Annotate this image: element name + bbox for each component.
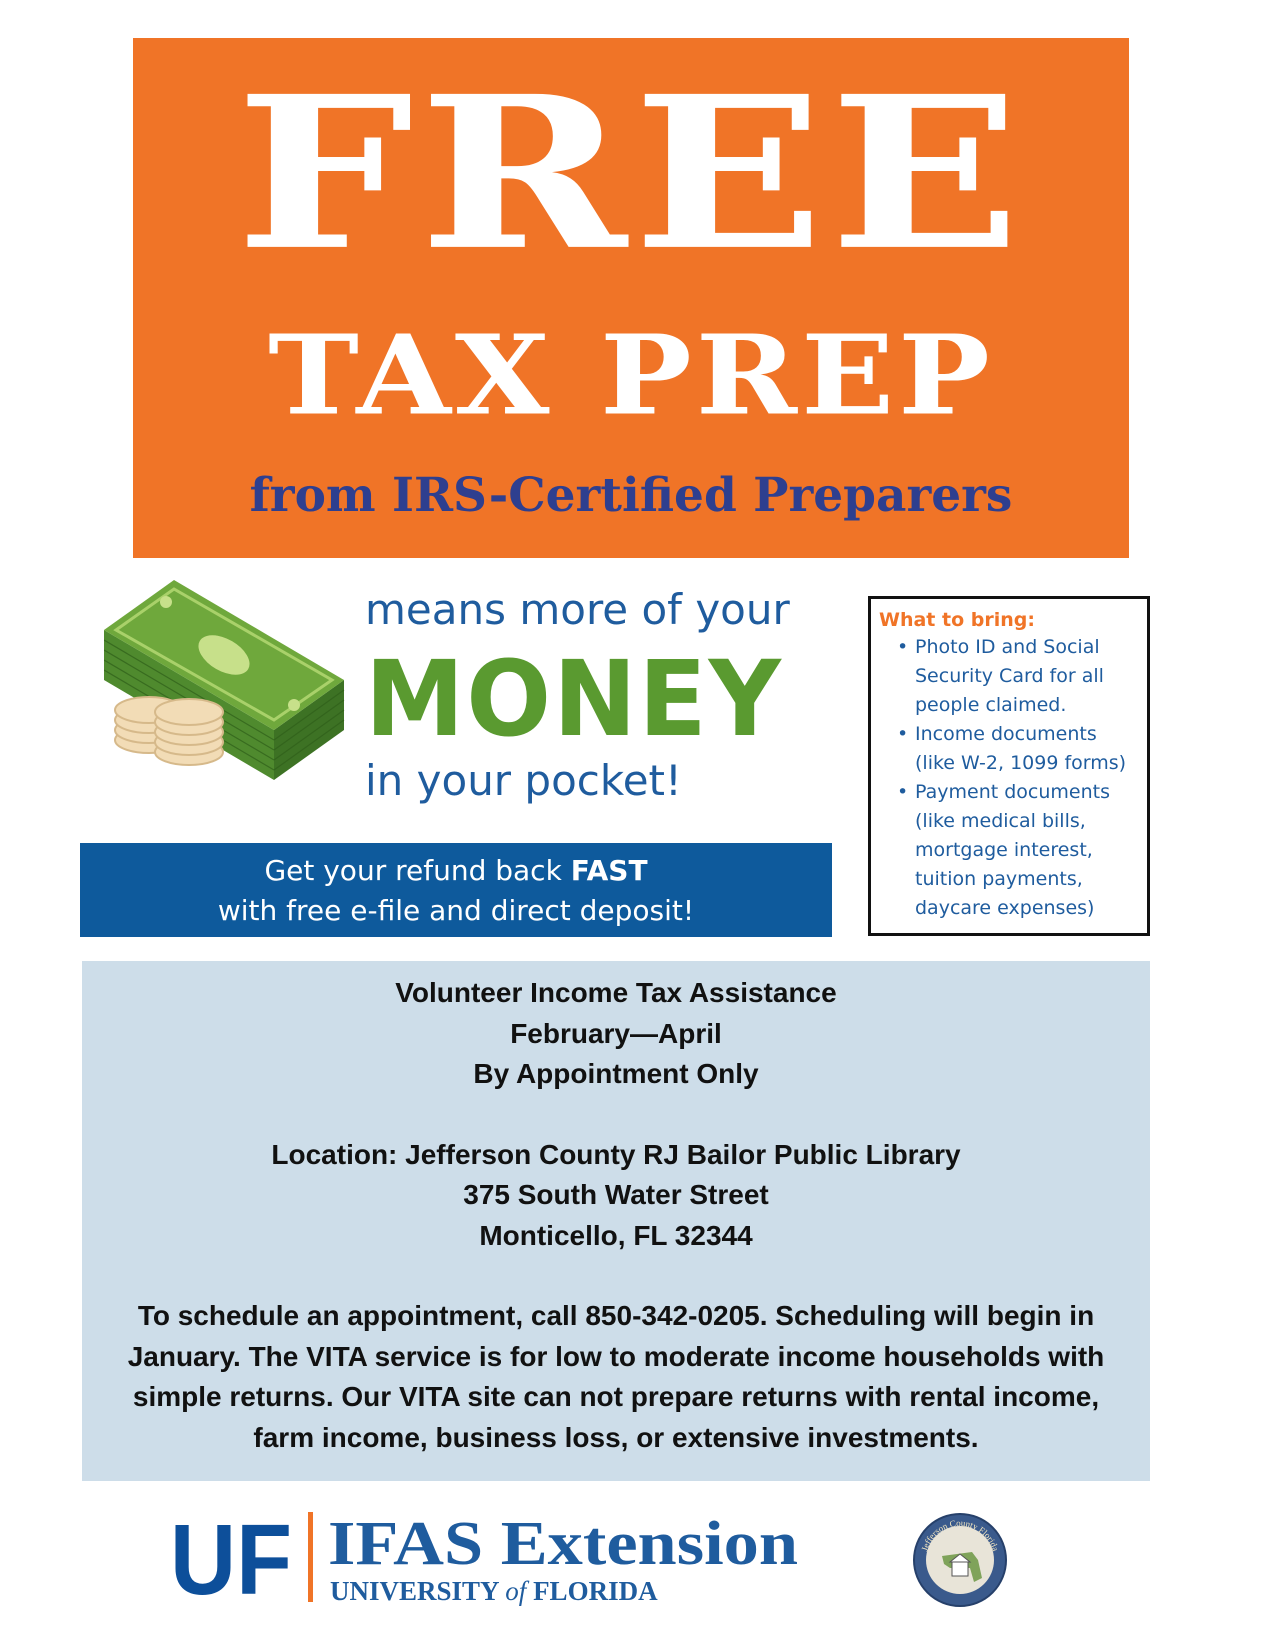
money-heading: MONEY — [365, 638, 783, 760]
list-item-text: Payment documents (like medical bills, mortgage interest, tuition payments, daycare expenses) — [915, 781, 1110, 919]
what-to-bring-list — [871, 633, 1127, 923]
bullet-icon: • — [897, 723, 909, 745]
money-stack-icon — [104, 580, 364, 810]
fast-text: FAST — [570, 854, 648, 887]
list-item — [897, 778, 1117, 923]
schedule-paragraph: To schedule an appointment, call 850-342-0205. Scheduling will begin in January. The VITA service is for low to moderate income households with simple returns. Our VITA site can not prepare returns with rental income, farm income, business loss, or extensive investments. — [127, 1300, 1105, 1453]
refund-line-1 — [80, 851, 832, 891]
location-street: 375 South Water Street — [463, 1179, 769, 1210]
svg-text:Jefferson County Florida: Jefferson County Florida — [919, 1517, 1001, 1553]
appointment-note: By Appointment Only — [473, 1058, 759, 1089]
bullet-icon: • — [897, 781, 909, 803]
bullet-icon: • — [897, 636, 909, 658]
what-to-bring-title: What to bring: — [879, 609, 1035, 631]
what-to-bring-box — [868, 596, 1150, 936]
irs-certified-subheading: from IRS-Certified Preparers — [249, 468, 1013, 523]
list-item — [897, 633, 1115, 720]
svg-text:IFAS Extension: IFAS Extension — [328, 1510, 798, 1578]
header-banner — [133, 38, 1129, 558]
list-item-text: Photo ID and Social Security Card for all people claimed. — [915, 636, 1104, 716]
list-item — [897, 720, 1127, 778]
refund-banner — [80, 843, 832, 937]
in-your-pocket-text: in your pocket! — [365, 756, 682, 805]
tax-prep-heading: TAX PREP — [268, 310, 994, 440]
program-info-panel — [82, 961, 1150, 1481]
svg-text:UF: UF — [170, 1508, 292, 1608]
free-heading: FREE — [235, 49, 1027, 297]
means-more-text: means more of your — [365, 585, 790, 634]
svg-text:UNIVERSITY of FLORIDA: UNIVERSITY of FLORIDA — [330, 1576, 658, 1606]
location-name: Location: Jefferson County RJ Bailor Public Library — [271, 1138, 961, 1170]
uf-ifas-extension-logo — [170, 1508, 830, 1608]
program-name: Volunteer Income Tax Assistance — [395, 977, 837, 1008]
list-item-text: Income documents (like W-2, 1099 forms) — [915, 723, 1127, 774]
program-dates: February—April — [510, 1017, 722, 1049]
refund-text: Get your refund back — [264, 854, 571, 887]
refund-line-2: with free e-file and direct deposit! — [217, 894, 695, 927]
location-city: Monticello, FL 32344 — [479, 1219, 753, 1251]
jefferson-county-seal-icon — [912, 1512, 1008, 1608]
